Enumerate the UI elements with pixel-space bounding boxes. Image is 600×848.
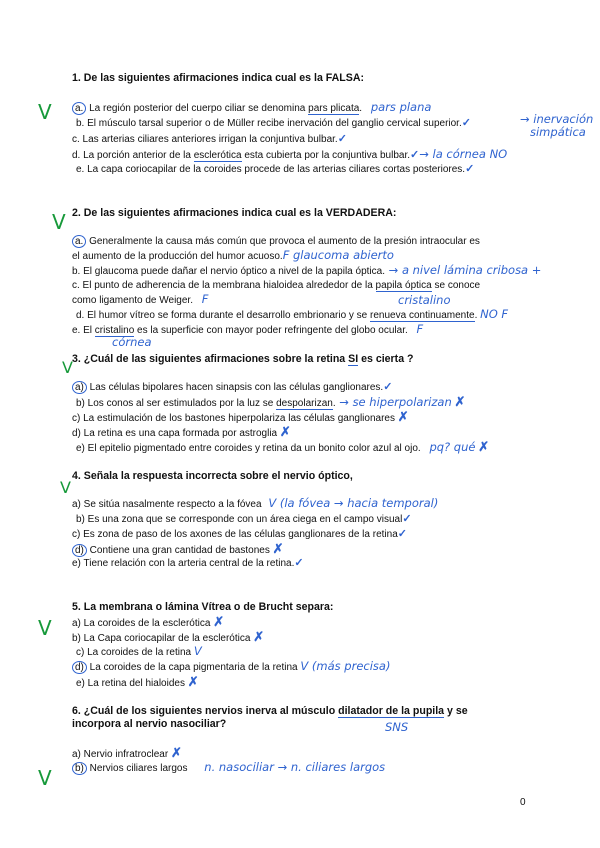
q5-option-d: d) La coroides de la capa pigmentaria de la retina V (más precisa) <box>72 660 390 674</box>
q1-option-e: e. La capa coriocapilar de la coroides procede de las arterias ciliares cortas posteriores.✓ <box>76 163 475 175</box>
green-correct-mark-q3: V <box>62 358 73 377</box>
q6-title-underlined-dilatador: dilatador de la pupila <box>338 705 445 717</box>
q1-option-a: a. La región posterior del cuerpo ciliar se denomina pars plicata. pars plana <box>72 101 431 115</box>
green-correct-mark-q4: V <box>60 478 71 497</box>
q2-option-b: b. El glaucoma puede dañar el nervio óptico a nivel de la papila óptica. → a nivel lámina cribosa + <box>72 263 542 277</box>
q1-option-d: d. La porción anterior de la esclerótica esta cubierta por la conjuntiva bulbar.✓→ la córnea NO <box>72 147 508 161</box>
q2-note-F: F <box>201 292 209 306</box>
q4-option-c: c) Es zona de paso de los axones de las células ganglionares de la retina✓ <box>72 528 407 540</box>
check-icon: ✓ <box>461 117 471 129</box>
cross-icon: ✗ <box>454 394 466 409</box>
q2-option-a: a. Generalmente la causa más común que provoca el aumento de la presión intraocular es <box>72 235 480 248</box>
check-icon: ✓ <box>383 381 393 393</box>
question-2-title: 2. De las siguientes afirmaciones indica cual es la VERDADERA: <box>72 207 397 219</box>
q3-option-b: b) Los conos al ser estimulados por la luz se despolarizan. → se hiperpolarizan ✗ <box>76 394 466 409</box>
cross-icon: ✗ <box>253 629 265 644</box>
q2-underlined-cristalino: cristalino <box>94 325 135 336</box>
q3-note-hiperpolarizan: → se hiperpolarizan <box>335 395 452 409</box>
q1-note-cornea: → la córnea NO <box>419 147 508 161</box>
q2-underlined-papila: papila óptica <box>375 280 432 291</box>
q5-option-b: b) La Capa coriocapilar de la esclerótica ✗ <box>72 629 265 644</box>
q5-answer-circle: d) <box>72 661 87 674</box>
cross-icon: ✗ <box>272 541 284 556</box>
green-correct-mark-q6: V <box>38 766 52 790</box>
q2-option-a-line2: el aumento de la producción del humor acuoso.F glaucoma abierto <box>72 248 394 262</box>
q3-note-pq: pq? qué <box>429 440 476 454</box>
check-icon: ✓ <box>337 133 347 145</box>
q5-option-c: c) La coroides de la retina V <box>76 644 202 658</box>
q2-note-cristalino: cristalino <box>398 293 451 307</box>
q6-option-a: a) Nervio infratroclear ✗ <box>72 745 182 760</box>
q5-option-e: e) La retina del hialoides ✗ <box>76 674 199 689</box>
cross-icon: ✗ <box>170 745 182 760</box>
q3-answer-circle: a) <box>72 381 87 394</box>
q2-note-cornea: córnea <box>112 335 152 349</box>
check-icon: ✓ <box>294 557 304 569</box>
q6-answer-circle: b) <box>72 762 87 775</box>
green-correct-mark-q1: V <box>38 100 52 124</box>
q2-underlined-renueva: renueva continuamente <box>370 310 475 321</box>
q6-note-sns: SNS <box>385 720 409 734</box>
q4-answer-circle: d) <box>72 544 87 557</box>
q1-underlined-pars-plicata: pars plicata <box>308 103 360 114</box>
q5-option-a: a) La coroides de la esclerótica ✗ <box>72 614 225 629</box>
question-6-title: 6. ¿Cuál de los siguientes nervios inerva al músculo dilatador de la pupila y se incorpora al nervio nasociliar? <box>72 705 468 730</box>
q2-note-F-e: F <box>416 322 424 336</box>
q5-note-mas-precisa: V (más precisa) <box>300 659 391 673</box>
q2-option-c: c. El punto de adherencia de la membrana hialoidea alrededor de la papila óptica se conoce <box>72 280 481 291</box>
q2-option-c-line2: como ligamento de Weiger. F <box>72 292 209 306</box>
q3-option-e: e) El epitelio pigmentado entre coroides y retina da un bonito color azul al ojo. pq? qué ✗ <box>76 439 490 454</box>
cross-icon: ✗ <box>187 674 199 689</box>
cross-icon: ✗ <box>213 614 225 629</box>
green-correct-mark-q2: V <box>52 210 66 234</box>
q2-option-e: e. El cristalino es la superficie con mayor poder refringente del globo ocular. F <box>72 322 424 336</box>
q2-option-d: d. El humor vítreo se forma durante el desarrollo embrionario y se renueva continuamente. NO F <box>76 307 509 321</box>
question-4-title: 4. Señala la respuesta incorrecta sobre el nervio óptico, <box>72 470 353 482</box>
page-number: 0 <box>520 797 526 808</box>
q4-option-a: a) Se sitúa nasalmente respecto a la fóvea V (la fóvea → hacia temporal) <box>72 496 439 510</box>
check-icon: ✓ <box>402 513 412 525</box>
cross-icon: ✗ <box>397 409 409 424</box>
q6-option-b: b) Nervios ciliares largos n. nasociliar → n. ciliares largos <box>72 761 385 775</box>
q1-option-b: b. El músculo tarsal superior o de Müller recibe inervación del ganglio cervical superior.✓ <box>76 117 471 129</box>
q3-option-c: c) La estimulación de los bastones hiperpolariza las células ganglionares ✗ <box>72 409 409 424</box>
q1-answer-circle: a. <box>72 102 86 115</box>
q2-note-lamina-cribosa: → a nivel lámina cribosa + <box>384 263 542 277</box>
q1-option-c: c. Las arterias ciliares anteriores irrigan la conjuntiva bulbar.✓ <box>72 133 347 145</box>
q2-answer-circle: a. <box>72 235 86 248</box>
q3-underlined-despolarizan: despolarizan <box>276 398 333 409</box>
q1-note-inervacion: → inervación <box>520 112 594 126</box>
q1-note-pars-plana: pars plana <box>370 100 432 114</box>
q3-option-d: d) La retina es una capa formada por astroglia ✗ <box>72 424 291 439</box>
q4-option-d: d) Contiene una gran cantidad de bastones ✗ <box>72 542 284 557</box>
question-3-title: 3. ¿Cuál de las siguientes afirmaciones sobre la retina SI es cierta ? <box>72 353 414 365</box>
q3-title-underlined-si: SI <box>348 353 359 365</box>
green-correct-mark-q5: V <box>38 616 52 640</box>
q4-option-b: b) Es una zona que se corresponde con un área ciega en el campo visual✓ <box>76 513 412 525</box>
q1-underlined-esclerotica: esclerótica <box>193 150 242 161</box>
check-icon: ✓ <box>397 528 407 540</box>
q5-note-v: V <box>193 644 202 658</box>
q2-note-glaucoma-abierto: F glaucoma abierto <box>282 248 394 262</box>
question-5-title: 5. La membrana o lámina Vítrea o de Brucht separa: <box>72 601 334 613</box>
cross-icon: ✗ <box>478 439 490 454</box>
check-icon: ✓ <box>410 149 420 161</box>
cross-icon: ✗ <box>279 424 291 439</box>
question-1-title: 1. De las siguientes afirmaciones indica cual es la FALSA: <box>72 72 365 84</box>
q4-note-fovea: V (la fóvea → hacia temporal) <box>268 496 439 510</box>
q4-option-e: e) Tiene relación con la arteria central de la retina.✓ <box>72 557 304 569</box>
check-icon: ✓ <box>465 163 475 175</box>
q6-note-nasociliar: n. nasociliar → n. ciliares largos <box>204 760 386 774</box>
q3-option-a: a) Las células bipolares hacen sinapsis con las células ganglionares.✓ <box>72 381 392 394</box>
q1-note-simpatica: simpática <box>530 125 586 139</box>
q2-note-no-f: NO F <box>480 307 509 321</box>
